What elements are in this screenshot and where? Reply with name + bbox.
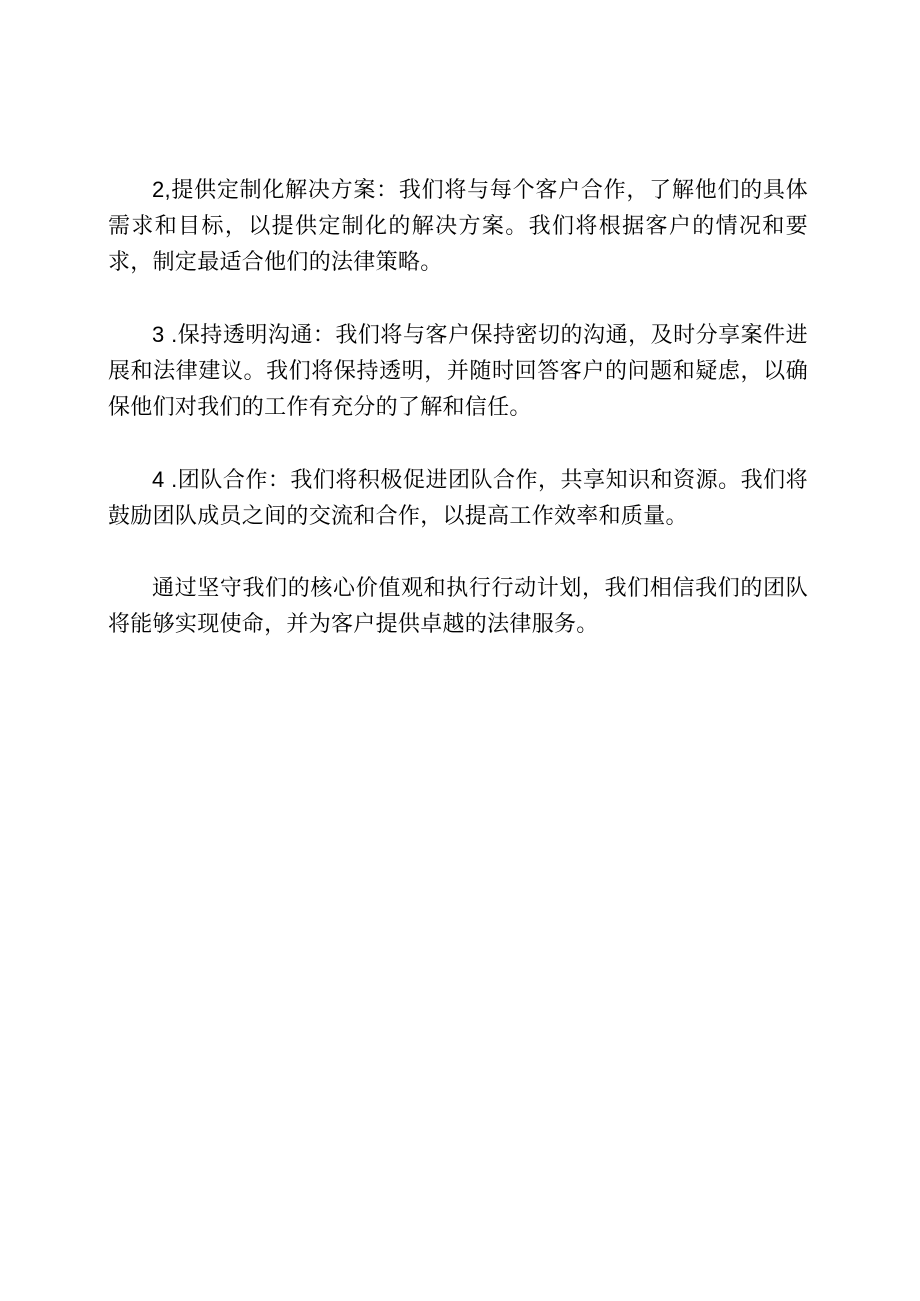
paragraph-number: 3 . [152, 322, 178, 347]
paragraph-customized-solutions [108, 172, 808, 281]
document-body [108, 172, 808, 643]
paragraph-teamwork [108, 462, 808, 535]
paragraph-text: 通过坚守我们的核心价值观和执行行动计划，我们相信我们的团队将能够实现使命，并为客户提供卓越的法律服务。 [108, 576, 808, 637]
paragraph-conclusion [108, 571, 808, 643]
paragraph-number: 4 . [152, 467, 178, 492]
paragraph-transparent-communication [108, 317, 808, 426]
paragraph-text: 提供定制化解决方案：我们将与每个客户合作，了解他们的具体需求和目标，以提供定制化的解决方案。我们将根据客户的情况和要求，制定最适合他们的法律策略。 [108, 178, 808, 275]
paragraph-text: 保持透明沟通：我们将与客户保持密切的沟通，及时分享案件进展和法律建议。我们将保持透明，并随时回答客户的问题和疑虑，以确保他们对我们的工作有充分的了解和信任。 [108, 323, 808, 420]
paragraph-number: 2, [152, 177, 171, 202]
paragraph-text: 团队合作：我们将积极促进团队合作，共享知识和资源。我们将鼓励团队成员之间的交流和合作，以提高工作效率和质量。 [108, 468, 808, 529]
